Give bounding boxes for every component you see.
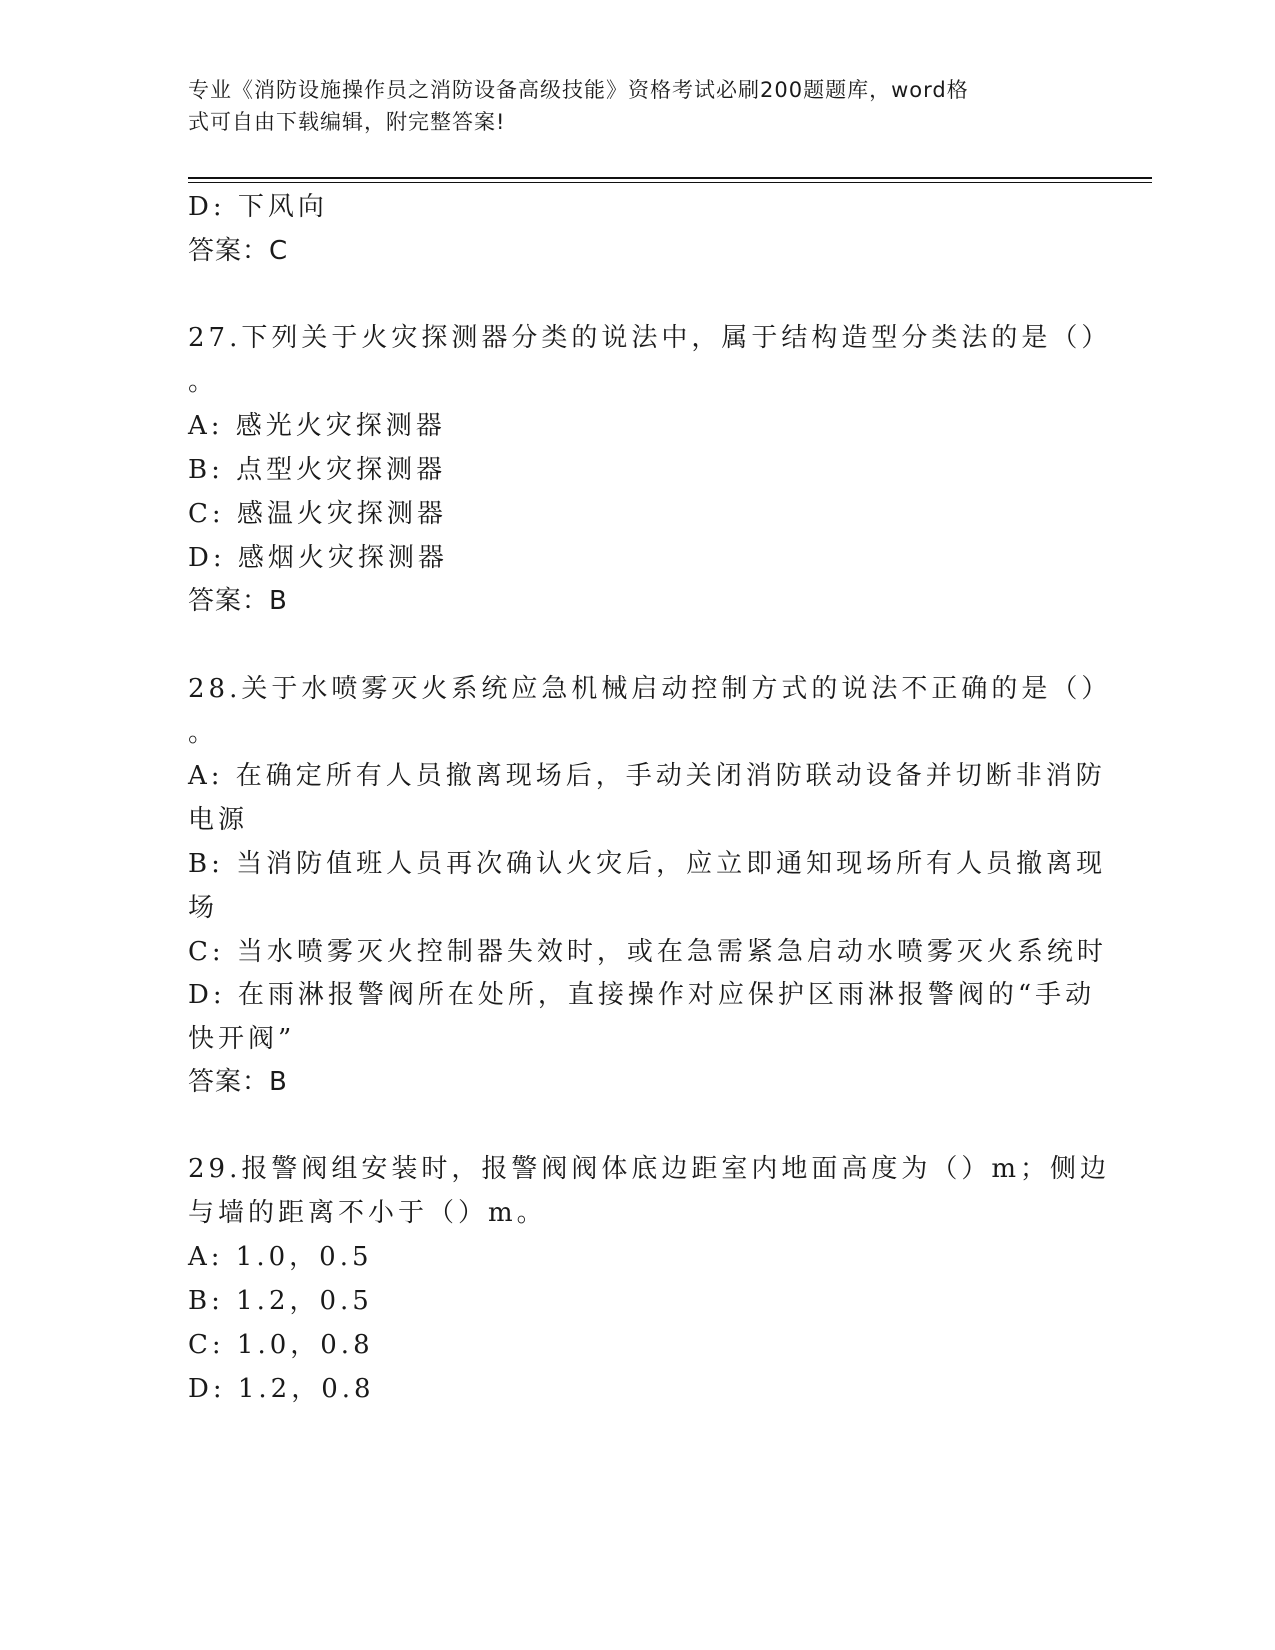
q27-option-d: D: 感烟火灾探测器 bbox=[188, 543, 448, 573]
prev-option-d: D: 下风向 bbox=[188, 192, 328, 222]
header-line-2: 式可自由下载编辑，附完整答案! bbox=[188, 110, 506, 134]
prev-answer: 答案：C bbox=[188, 236, 289, 266]
q29-option-d: D: 1.2，0.8 bbox=[188, 1374, 375, 1404]
q28-option-d-line-2: 快开阀” bbox=[188, 1024, 296, 1054]
q29-stem-line-2: 与墙的距离不小于（）m。 bbox=[188, 1198, 547, 1228]
q27-option-b: B: 点型火灾探测器 bbox=[188, 455, 447, 485]
q27-option-a: A: 感光火灾探测器 bbox=[188, 411, 446, 441]
q28-option-b-line-2: 场 bbox=[188, 893, 219, 923]
header-line-1: 专业《消防设施操作员之消防设备高级技能》资格考试必刷200题题库，word格 bbox=[188, 78, 969, 102]
q28-option-a-line-1: A: 在确定所有人员撤离现场后，手动关闭消防联动设备并切断非消防 bbox=[188, 761, 1106, 791]
q27-answer: 答案：B bbox=[188, 586, 288, 616]
q28-option-b-line-1: B: 当消防值班人员再次确认火灾后，应立即通知现场所有人员撤离现 bbox=[188, 849, 1107, 879]
q28-option-a-line-2: 电源 bbox=[188, 805, 249, 835]
q29-option-b: B: 1.2，0.5 bbox=[188, 1286, 373, 1316]
q29-option-a: A: 1.0，0.5 bbox=[188, 1242, 373, 1272]
q27-stem-line-2: 。 bbox=[188, 367, 219, 397]
q28-answer: 答案：B bbox=[188, 1067, 288, 1097]
q27-stem-line-1: 27.下列关于火灾探测器分类的说法中，属于结构造型分类法的是（） bbox=[188, 323, 1112, 353]
header-divider-thick bbox=[188, 177, 1152, 179]
q28-option-c: C: 当水喷雾灭火控制器失效时，或在急需紧急启动水喷雾灭火系统时 bbox=[188, 937, 1107, 967]
header-divider-thin bbox=[188, 182, 1152, 183]
q29-option-c: C: 1.0，0.8 bbox=[188, 1330, 374, 1360]
q28-option-d-line-1: D: 在雨淋报警阀所在处所，直接操作对应保护区雨淋报警阀的“手动 bbox=[188, 980, 1096, 1010]
q28-stem-line-2: 。 bbox=[188, 718, 219, 748]
q28-stem-line-1: 28.关于水喷雾灭火系统应急机械启动控制方式的说法不正确的是（） bbox=[188, 674, 1112, 704]
q27-option-c: C: 感温火灾探测器 bbox=[188, 499, 447, 529]
document-header bbox=[188, 74, 1068, 138]
q29-stem-line-1: 29.报警阀组安装时，报警阀阀体底边距室内地面高度为（）m；侧边 bbox=[188, 1154, 1111, 1184]
